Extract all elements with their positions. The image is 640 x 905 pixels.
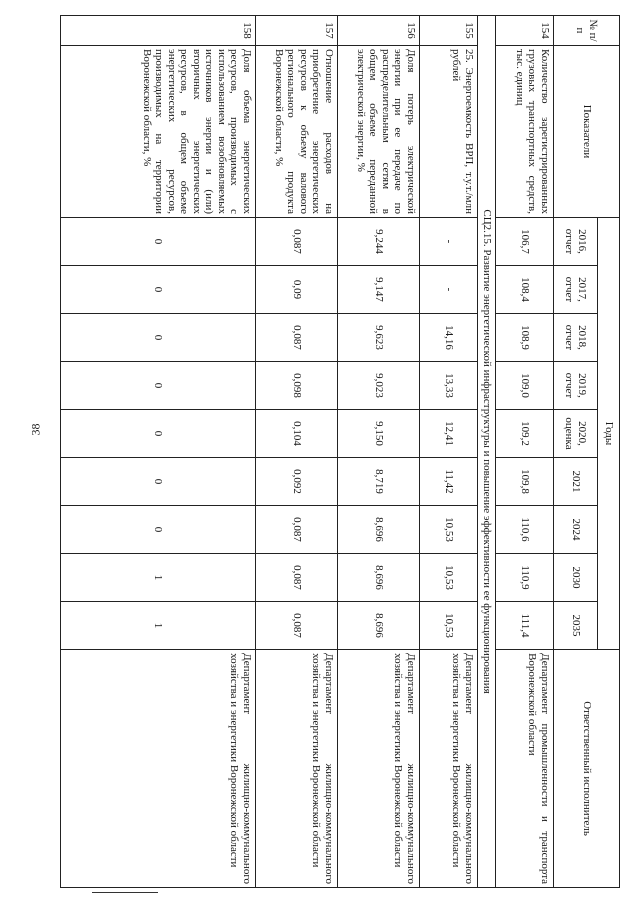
value-cell: 1 — [61, 602, 256, 650]
value-cell: 0 — [61, 410, 256, 458]
value-cell: 9,623 — [338, 314, 420, 362]
indicator-name: Доля потерь электрической энергии при ее передаче по распределительным сетям в общем объеме переданной электрической энергии, % — [338, 46, 420, 218]
value-cell: 0,087 — [256, 506, 338, 554]
value-cell: 109,8 — [496, 458, 554, 506]
header-year: 2016, отчет — [554, 218, 598, 266]
header-year: 2030 — [554, 554, 598, 602]
value-cell: 0 — [61, 314, 256, 362]
value-cell: 1 — [61, 554, 256, 602]
value-cell: 106,7 — [496, 218, 554, 266]
row-number: 157 — [256, 16, 338, 46]
header-responsible: Ответственный исполнитель — [554, 650, 620, 888]
header-year: 2020, оценка — [554, 410, 598, 458]
value-cell: 109,2 — [496, 410, 554, 458]
value-cell: 12,41 — [420, 410, 478, 458]
rotated-table-container — [60, 15, 620, 887]
value-cell: 0,087 — [256, 218, 338, 266]
value-cell: 8,696 — [338, 506, 420, 554]
header-year: 2019, отчет — [554, 362, 598, 410]
document-sheet — [60, 15, 615, 887]
indicator-name: Количество зарегистрированных грузовых транспортных средств, тыс. единиц — [496, 46, 554, 218]
indicator-name: 25. Энергоемкость ВРП, т.у.т./млн рублей — [420, 46, 478, 218]
row-number: 156 — [338, 16, 420, 46]
value-cell: 0,087 — [256, 602, 338, 650]
value-cell: 108,4 — [496, 266, 554, 314]
value-cell: 110,6 — [496, 506, 554, 554]
value-cell: 0 — [61, 506, 256, 554]
value-cell: 8,719 — [338, 458, 420, 506]
value-cell: - — [420, 218, 478, 266]
section-row — [478, 16, 496, 888]
value-cell: 0 — [61, 266, 256, 314]
value-cell: 10,53 — [420, 554, 478, 602]
value-cell: 0 — [61, 218, 256, 266]
header-year: 2017, отчет — [554, 266, 598, 314]
row-number: 154 — [496, 16, 554, 46]
value-cell: 0,092 — [256, 458, 338, 506]
responsible-executor: Департамент жилищно-коммунального хозяйства и энергетики Воронежской области — [61, 650, 256, 888]
value-cell: 13,33 — [420, 362, 478, 410]
header-year: 2035 — [554, 602, 598, 650]
value-cell: - — [420, 266, 478, 314]
responsible-executor: Департамент жилищно-коммунального хозяйства и энергетики Воронежской области — [420, 650, 478, 888]
table-row — [256, 16, 338, 888]
responsible-executor: Департамент жилищно-коммунального хозяйства и энергетики Воронежской области — [256, 650, 338, 888]
indicator-name: Отношение расходов на приобретение энергетических ресурсов к объему валового регионального продукта Воронежской области, % — [256, 46, 338, 218]
table-row — [61, 16, 256, 888]
value-cell: 0 — [61, 458, 256, 506]
header-year: 2018, отчет — [554, 314, 598, 362]
header-year: 2021 — [554, 458, 598, 506]
value-cell: 0,087 — [256, 314, 338, 362]
responsible-executor: Департамент промышленности и транспорта Воронежской области — [496, 650, 554, 888]
value-cell: 10,53 — [420, 506, 478, 554]
header-indicators: Показатели — [554, 46, 620, 218]
value-cell: 9,023 — [338, 362, 420, 410]
value-cell: 8,696 — [338, 602, 420, 650]
value-cell: 111,4 — [496, 602, 554, 650]
responsible-executor: Департамент жилищно-коммунального хозяйства и энергетики Воронежской области — [338, 650, 420, 888]
table-row — [420, 16, 478, 888]
table-row — [496, 16, 554, 888]
value-cell: 109,0 — [496, 362, 554, 410]
value-cell: 9,147 — [338, 266, 420, 314]
value-cell: 108,9 — [496, 314, 554, 362]
indicator-name: Доля объема энергетических ресурсов, производимых с использованием возобновляемых источников энергии и (или) вторичных энергетических ресурсов, в общем объеме энергетических ресурсов, производимых на территории Воронежской области, % — [61, 46, 256, 218]
value-cell: 10,53 — [420, 602, 478, 650]
footnote-rule — [92, 892, 158, 893]
header-year: 2024 — [554, 506, 598, 554]
value-cell: 0,104 — [256, 410, 338, 458]
table-row — [338, 16, 420, 888]
value-cell: 14,16 — [420, 314, 478, 362]
value-cell: 0,087 — [256, 554, 338, 602]
row-number: 155 — [420, 16, 478, 46]
value-cell: 0 — [61, 362, 256, 410]
value-cell: 9,150 — [338, 410, 420, 458]
indicators-table — [60, 15, 620, 888]
value-cell: 0,09 — [256, 266, 338, 314]
header-years: Годы — [598, 218, 620, 650]
value-cell: 11,42 — [420, 458, 478, 506]
value-cell: 0,098 — [256, 362, 338, 410]
section-title: СЦ2.15. Развитие энергетической инфраструктуры и повышение эффективности ее функционирования — [478, 16, 496, 888]
header-num: № п/п — [554, 16, 620, 46]
value-cell: 9,244 — [338, 218, 420, 266]
row-number: 158 — [61, 16, 256, 46]
value-cell: 110,9 — [496, 554, 554, 602]
value-cell: 8,696 — [338, 554, 420, 602]
page-number: 38 — [28, 423, 43, 436]
